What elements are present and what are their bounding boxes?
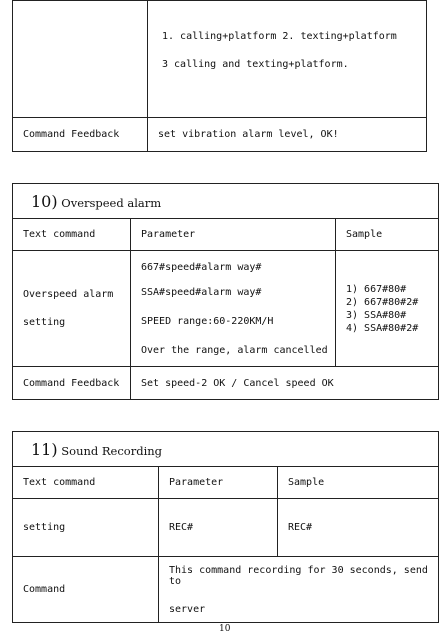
sample-line: 4) SSA#80#2# [346,322,419,334]
sample-line: 3) SSA#80# [346,309,407,321]
command-label: Command [13,557,159,623]
options-line-1: 1. calling+platform 2. texting+platform [162,31,397,42]
parameter-line: SSA#speed#alarm way# [141,286,262,298]
header-text-command: Text command [13,219,131,251]
parameter-line: Over the range, alarm cancelled [141,344,328,356]
header-sample: Sample [278,467,439,499]
overspeed-label-line-2: setting [23,317,66,328]
overspeed-samples [336,251,439,367]
header-parameter: Parameter [131,219,336,251]
section-title: Overspeed alarm [61,195,162,210]
header-sample: Sample [336,219,439,251]
feedback-label: Command Feedback [13,367,131,400]
options-line-2: 3 calling and texting+platform. [162,59,349,70]
overspeed-parameters [131,251,336,367]
section-number: 11) [31,439,58,459]
header-text-command: Text command [13,467,159,499]
feedback-value: set vibration alarm level, OK! [148,118,427,152]
overspeed-alarm-table [12,183,439,400]
command-line-1: This command recording for 30 seconds, send to [169,564,428,587]
sample-line: 1) 667#80# [346,283,407,295]
command-description [159,557,439,623]
setting-sample: REC# [278,499,439,557]
setting-parameter: REC# [159,499,278,557]
sound-recording-table [12,431,439,623]
section-title: Sound Recording [61,443,163,458]
feedback-label: Command Feedback [13,118,148,152]
header-parameter: Parameter [159,467,278,499]
section-title-sound [13,432,439,467]
parameter-line: 667#speed#alarm way# [141,261,262,273]
section-number: 10) [31,191,58,211]
empty-label-cell [13,1,148,118]
section-title-overspeed [13,184,439,219]
alarm-level-table [12,0,427,152]
overspeed-label-line-1: Overspeed alarm [23,289,114,300]
overspeed-label [13,251,131,367]
sample-line: 2) 667#80#2# [346,296,419,308]
alarm-way-options [148,1,427,118]
feedback-value: Set speed-2 OK / Cancel speed OK [131,367,439,400]
parameter-line: SPEED range:60-220KM/H [141,315,274,327]
command-line-2: server [169,603,206,615]
page-number: 10 [219,624,231,634]
setting-label: setting [13,499,159,557]
